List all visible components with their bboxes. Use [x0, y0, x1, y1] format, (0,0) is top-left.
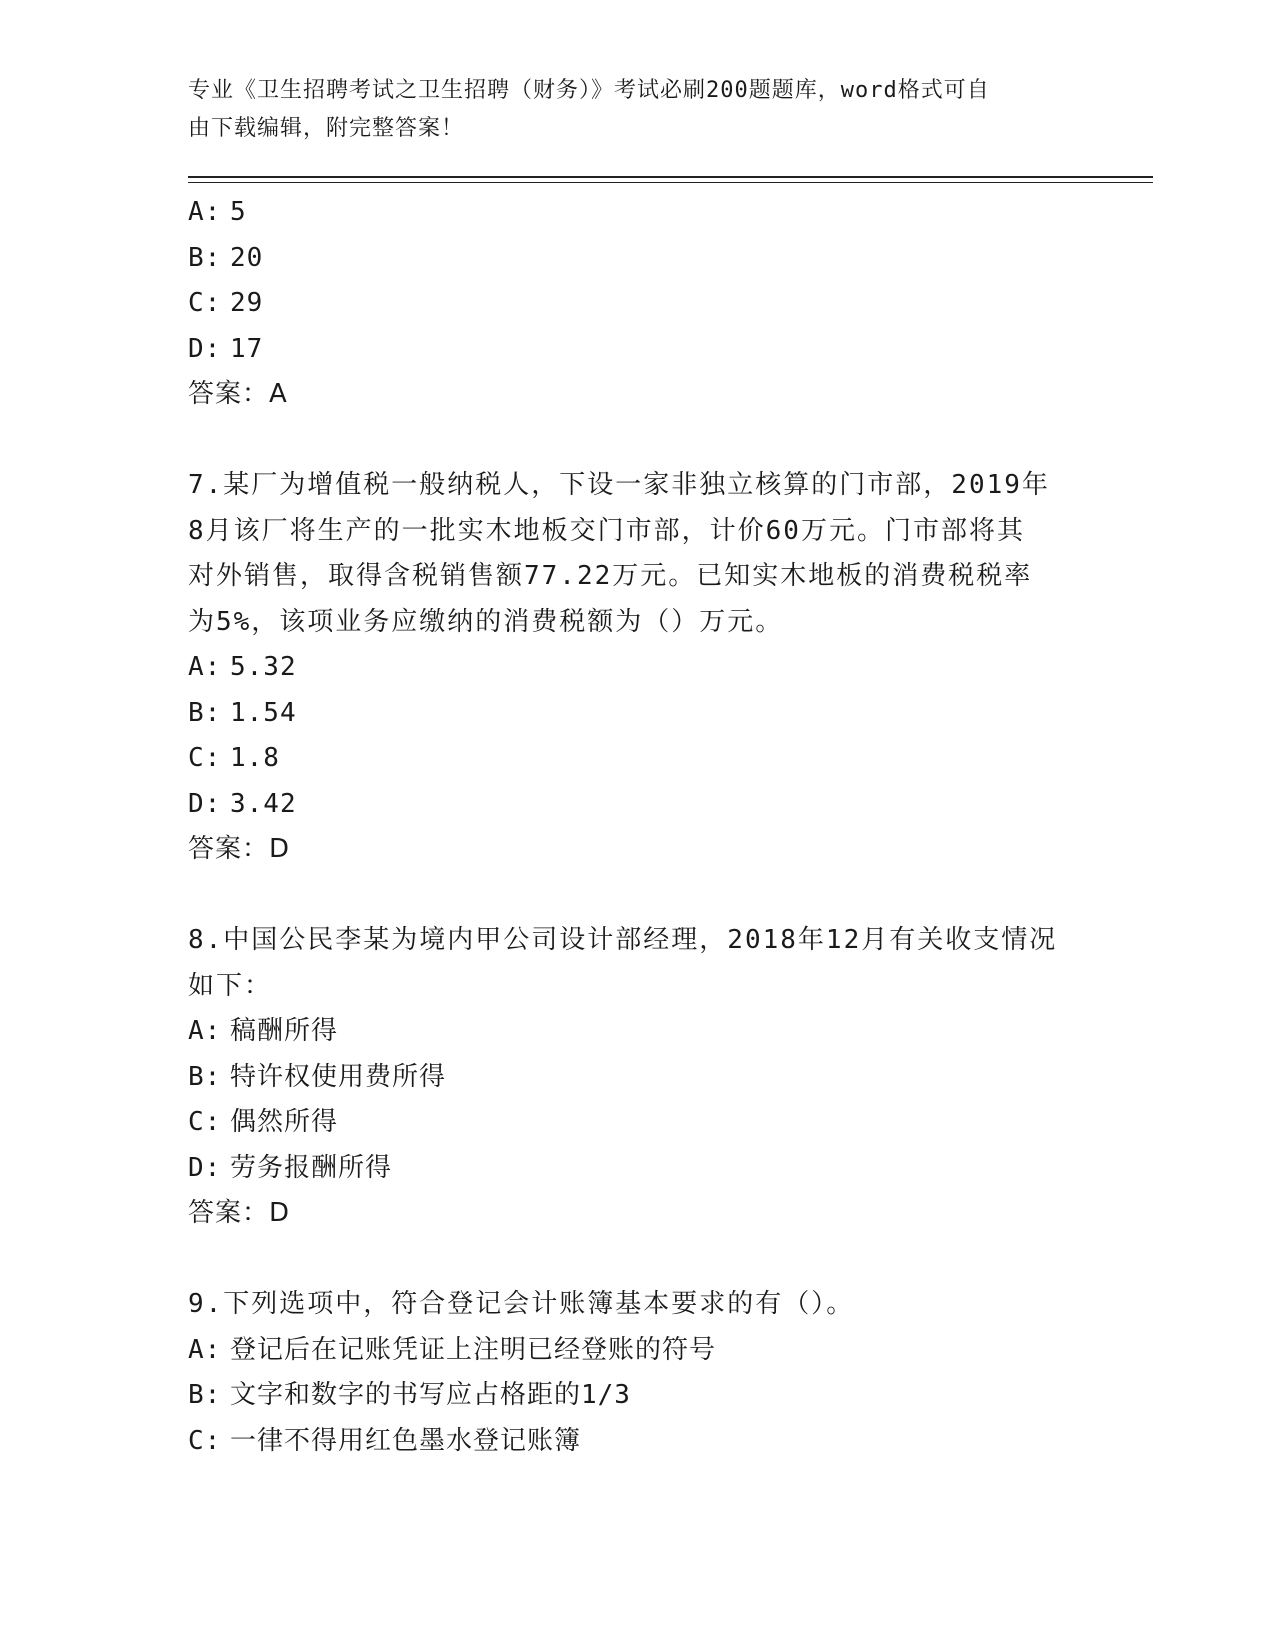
header-divider-thin [188, 182, 1153, 183]
option-a: A: 登记后在记账凭证上注明已经登账的符号 [188, 1334, 717, 1365]
question-text-line: 7.某厂为增值税一般纳税人，下设一家非独立核算的门市部，2019年 [188, 470, 1050, 500]
question-text-line: 为5%，该项业务应缴纳的消费税额为（）万元。 [188, 606, 784, 637]
header-line-1: 专业《卫生招聘考试之卫生招聘（财务）》考试必刷200题题库，word格式可自 [188, 78, 990, 103]
question-block-8 [188, 918, 1088, 1237]
option-a: A: 5 [188, 197, 247, 227]
option-c: C: 29 [188, 288, 264, 318]
question-text-line: 对外销售，取得含税销售额77.22万元。已知实木地板的消费税税率 [188, 561, 1033, 591]
option-b: B: 20 [188, 242, 264, 273]
option-c: C: 偶然所得 [188, 1107, 339, 1137]
answer-line: 答案：D [188, 834, 291, 864]
option-b: B: 1.54 [188, 697, 297, 728]
option-c: C: 一律不得用红色墨水登记账簿 [188, 1425, 582, 1456]
option-c: C: 1.8 [188, 743, 280, 773]
question-block-6 [188, 190, 1088, 418]
option-d: D: 17 [188, 333, 264, 364]
question-text-line: 8.中国公民李某为境内甲公司设计部经理，2018年12月有关收支情况 [188, 925, 1058, 955]
question-list [188, 190, 1088, 1464]
question-text-line: 8月该厂将生产的一批实木地板交门市部，计价60万元。门市部将其 [188, 515, 1025, 546]
option-b: B: 特许权使用费所得 [188, 1061, 447, 1092]
answer-line: 答案：D [188, 1198, 291, 1228]
option-d: D: 劳务报酬所得 [188, 1152, 393, 1183]
header-divider-thick [188, 176, 1153, 178]
question-block-9 [188, 1282, 1088, 1464]
option-a: A: 稿酬所得 [188, 1016, 339, 1046]
option-a: A: 5.32 [188, 652, 297, 682]
question-block-7 [188, 463, 1088, 873]
header-line-2: 由下载编辑，附完整答案！ [188, 116, 465, 141]
option-b: B: 文字和数字的书写应占格距的1/3 [188, 1380, 631, 1410]
option-d: D: 3.42 [188, 788, 297, 819]
document-header [188, 72, 1068, 148]
question-text-line: 9.下列选项中，符合登记会计账簿基本要求的有（）。 [188, 1289, 855, 1319]
answer-line: 答案：A [188, 379, 288, 409]
question-text-line: 如下： [188, 970, 273, 1001]
